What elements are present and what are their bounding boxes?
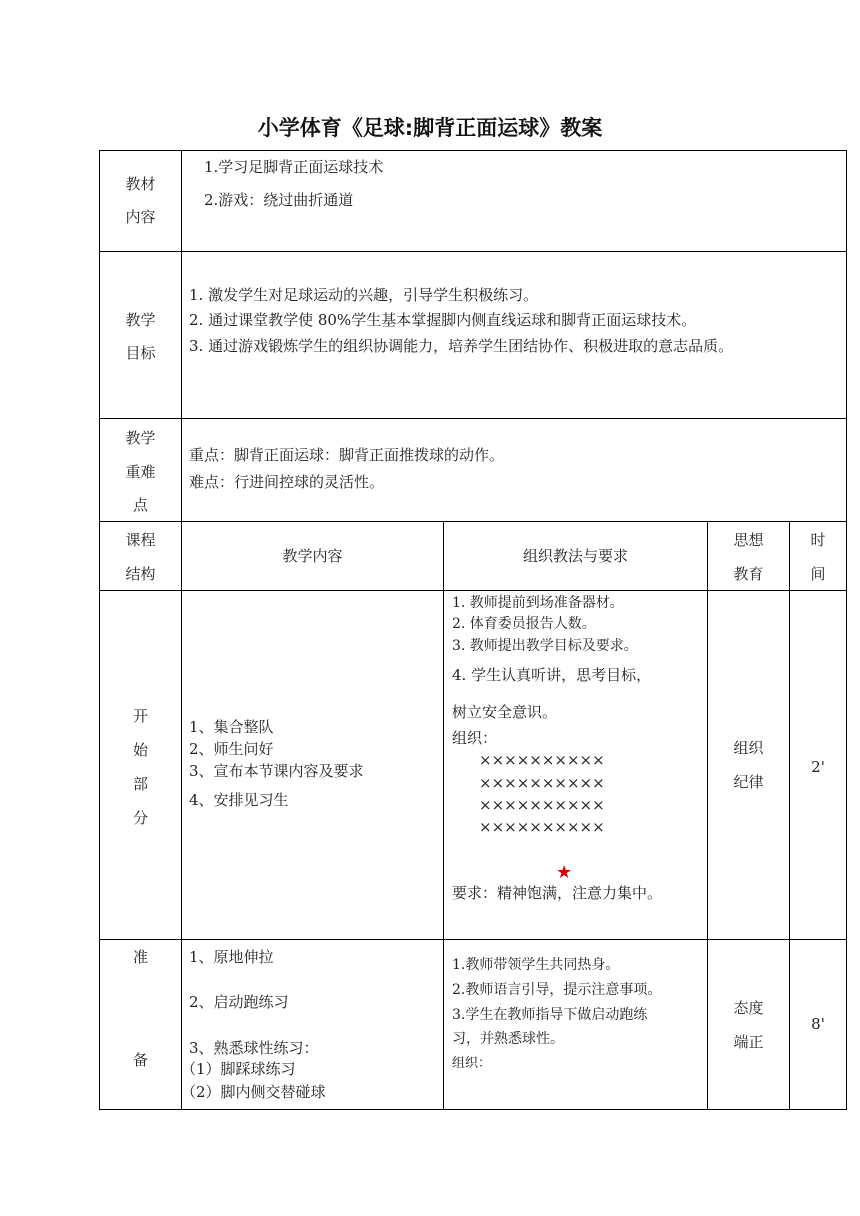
content-label-line2: 内容 [125,208,156,226]
prep-content-3: 3、熟悉球性练习： [189,1039,319,1057]
page-title: 小学体育《足球:脚背正面运球》教案 [257,116,603,140]
start-thought-line1: 组织 [733,739,764,757]
start-content-2: 2、师生问好 [189,740,274,758]
start-time: 2' [811,758,825,776]
prep-method-org: 组织： [452,1056,492,1071]
goal-item-1: 1. 激发学生对足球运动的兴趣，引导学生积极练习。 [189,286,539,304]
start-label-2: 始 [132,741,148,759]
goal-item-3: 3. 通过游戏锻炼学生的组织协调能力，培养学生团结协作、积极进取的意志品质。 [189,337,734,355]
content-item-1: 1.学习足脚背正面运球技术 [204,158,384,176]
start-requirement: 要求：精神饱满，注意力集中。 [452,884,663,902]
start-method-1: 1. 教师提前到场准备器材。 [452,595,624,611]
key-point: 重点：脚背正面运球：脚背正面推拨球的动作。 [189,446,505,464]
prep-label-1: 准 [132,948,148,966]
start-label-1: 开 [132,707,148,725]
start-method-org: 组织： [452,729,498,747]
prep-method-4: 习，并熟悉球性。 [452,1031,564,1047]
keypoints-label-line1: 教学 [125,429,156,447]
start-method-3: 3. 教师提出教学目标及要求。 [452,638,638,654]
start-method-2: 2. 体育委员报告人数。 [452,616,596,632]
header-time-line1: 时 [810,531,826,549]
prep-time: 8' [811,1015,825,1033]
start-label-4: 分 [132,809,148,827]
formation-row-3: ×××××××××× [479,796,605,814]
start-content-4: 4、安排见习生 [189,791,289,809]
formation-row-4: ×××××××××× [479,818,605,836]
start-method-5: 树立安全意识。 [452,703,558,721]
prep-content-2: 2、启动跑练习 [189,993,289,1011]
keypoints-label-line2: 重难 [125,463,156,481]
goals-label-line1: 教学 [125,311,156,329]
formation-row-1: ×××××××××× [479,751,605,769]
start-content-3: 3、宣布本节课内容及要求 [189,762,364,780]
content-item-2: 2.游戏：绕过曲折通道 [204,191,354,209]
keypoints-label-line3: 点 [132,496,148,514]
prep-thought-line1: 态度 [733,999,764,1017]
start-thought-line2: 纪律 [733,773,764,791]
goal-item-2: 2. 通过课堂教学使 80%学生基本掌握脚内侧直线运球和脚背正面运球技术。 [189,311,697,329]
start-content-1: 1、集合整队 [189,718,274,736]
teacher-star-icon: ★ [556,862,573,883]
start-label-3: 部 [132,775,148,793]
prep-thought-line2: 端正 [733,1033,764,1051]
header-time-line2: 间 [810,565,826,583]
prep-method-3: 3.学生在教师指导下做启动跑练 [452,1007,648,1023]
start-method-4: 4. 学生认真听讲，思考目标， [452,666,652,684]
prep-label-2: 备 [132,1051,148,1069]
header-method: 组织教法与要求 [522,547,628,565]
header-structure-line1: 课程 [125,531,156,549]
difficult-point: 难点：行进间控球的灵活性。 [189,473,385,491]
prep-method-1: 1.教师带领学生共同热身。 [452,957,620,973]
goals-label-line2: 目标 [125,344,156,362]
header-structure-line2: 结构 [125,565,156,583]
prep-content-1: 1、原地伸拉 [189,948,274,966]
header-thought-line1: 思想 [733,531,764,549]
prep-content-4: （1）脚踩球练习 [181,1060,296,1078]
formation-row-2: ×××××××××× [479,774,605,792]
prep-method-2: 2.教师语言引导，提示注意事项。 [452,982,662,998]
prep-content-5: （2）脚内侧交替碰球 [181,1083,326,1101]
header-content: 教学内容 [282,547,343,565]
header-thought-line2: 教育 [733,565,764,583]
content-label-line1: 教材 [125,175,156,193]
